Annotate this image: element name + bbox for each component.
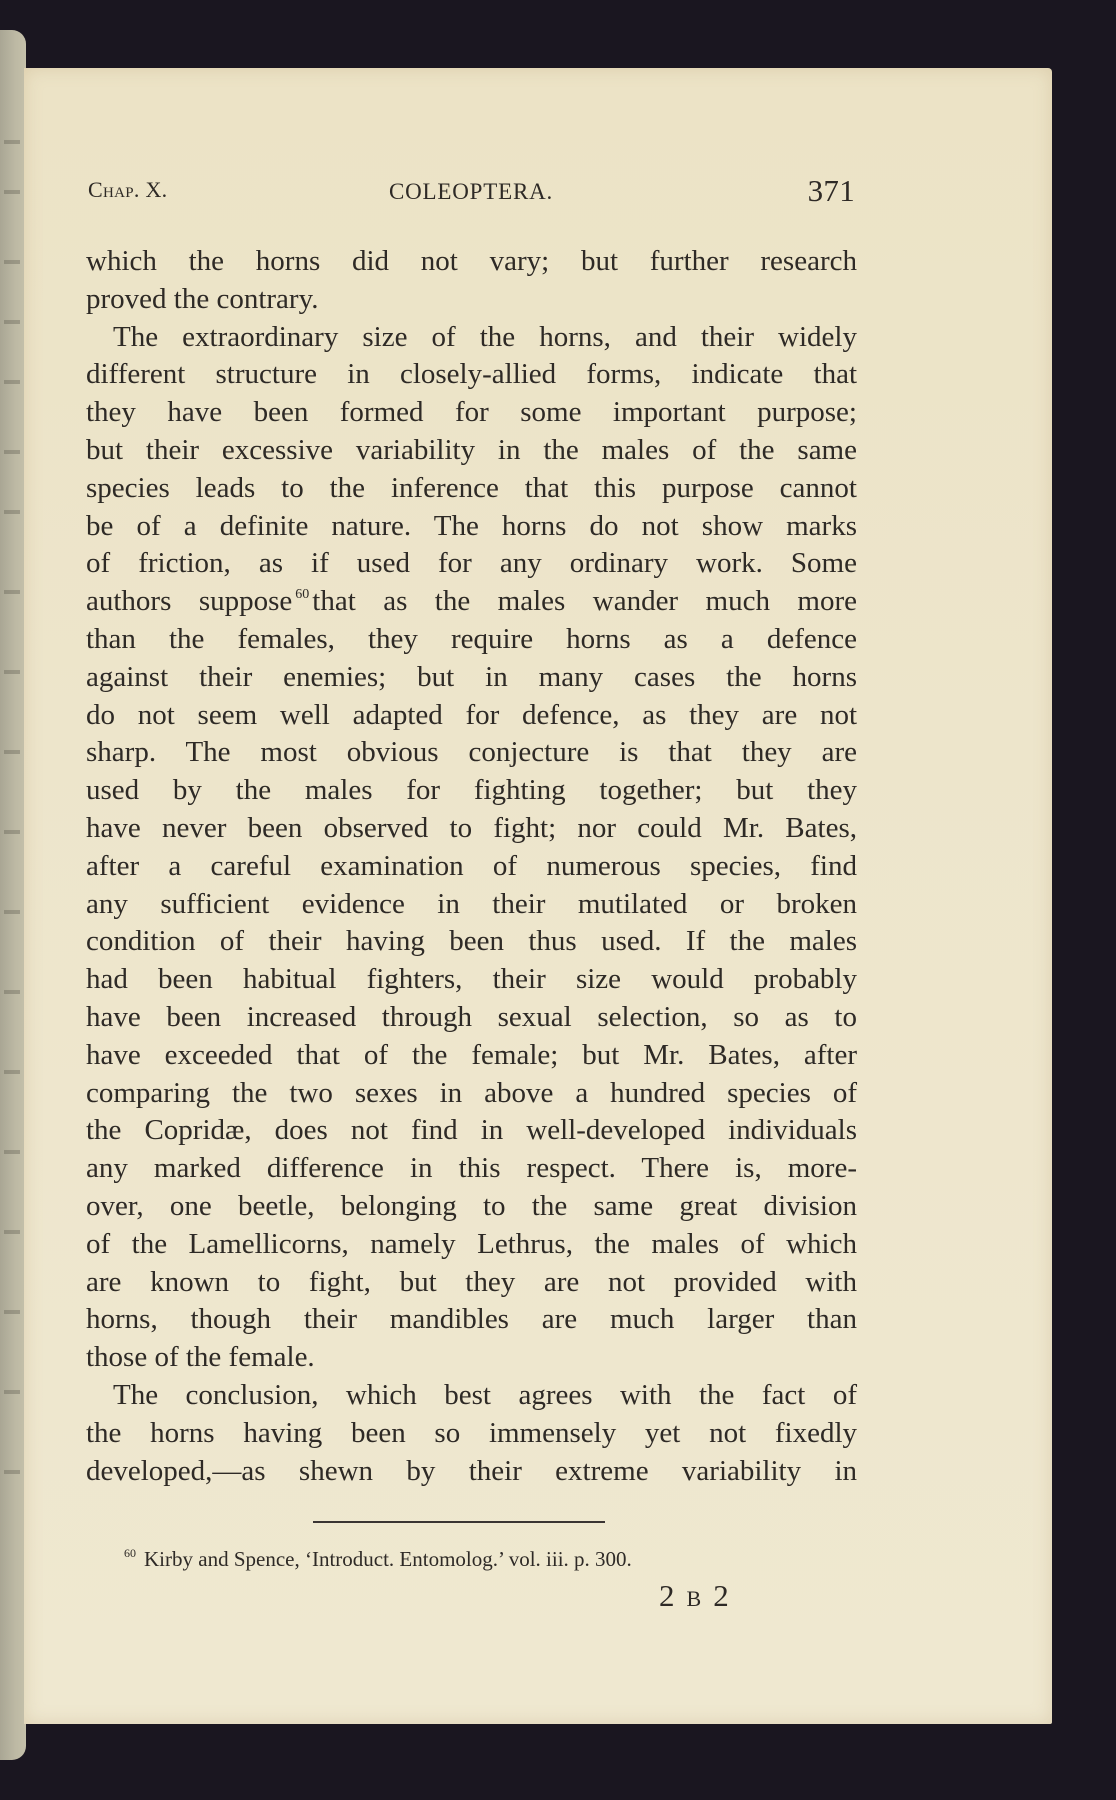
text-line: used by the males for fighting together; but they — [86, 774, 857, 807]
text-line: species leads to the inference that this purpose cannot — [86, 471, 857, 504]
running-head — [86, 173, 857, 211]
text-line: different structure in closely-allied forms, indicate that — [86, 358, 857, 391]
section-title: COLEOPTERA. — [389, 179, 554, 204]
text-line: developed,—as shewn by their extreme variability in — [86, 1454, 857, 1487]
text-line: have never been observed to fight; nor could Mr. Bates, — [86, 811, 857, 844]
text-line: of the Lamellicorns, namely Lethrus, the males of which — [86, 1227, 857, 1260]
text-line: over, one beetle, belonging to the same great division — [86, 1189, 857, 1222]
text-line — [86, 583, 857, 621]
signature-left: 2 — [659, 1578, 677, 1613]
signature-right: 2 — [713, 1578, 731, 1613]
text-line: have been increased through sexual selection, so as to — [86, 1000, 857, 1033]
footnote-reference: 60 — [295, 587, 310, 603]
text-line: are known to fight, but they are not provided with — [86, 1265, 857, 1298]
text-line: had been habitual fighters, their size would probably — [86, 963, 857, 996]
text-line: the Copridæ, does not find in well-developed individuals — [86, 1114, 857, 1147]
text-line: but their excessive variability in the males of the same — [86, 433, 857, 466]
text-line: proved the contrary. — [86, 282, 319, 315]
text-line: after a careful examination of numerous species, find — [86, 849, 857, 882]
printer-signature-mark — [659, 1578, 731, 1614]
text-fragment: authors suppose — [86, 585, 293, 618]
footnote-text: Kirby and Spence, ‘Introduct. Entomolog.’ vol. iii. p. 300. — [144, 1547, 632, 1571]
text-line: horns, though their mandibles are much larger than — [86, 1303, 857, 1336]
text-line: The conclusion, which best agrees with the fact of — [113, 1378, 857, 1411]
text-line: have exceeded that of the female; but Mr. Bates, after — [86, 1038, 857, 1071]
text-line: The extraordinary size of the horns, and their widely — [113, 320, 857, 353]
text-line: which the horns did not vary; but further research — [86, 245, 857, 277]
text-line: comparing the two sexes in above a hundred species of — [86, 1076, 857, 1109]
text-line: against their enemies; but in many cases the horns — [86, 660, 857, 693]
chapter-label: Chap. X. — [88, 177, 168, 202]
text-fragment: that as the males wander much more — [312, 585, 857, 618]
text-line: be of a definite nature. The horns do not show marks — [86, 509, 857, 542]
text-line: any marked difference in this respect. There is, more- — [86, 1152, 857, 1185]
text-line: do not seem well adapted for defence, as they are not — [86, 698, 857, 731]
text-line: those of the female. — [86, 1341, 315, 1374]
footnote-number: 60 — [124, 1546, 136, 1560]
text-line: they have been formed for some important purpose; — [86, 396, 857, 429]
text-line: the horns having been so immensely yet not fixedly — [86, 1416, 857, 1449]
adjacent-page-edge — [0, 30, 26, 1760]
text-line: than the females, they require horns as a defence — [86, 622, 857, 655]
signature-middle: B — [686, 1586, 704, 1611]
text-line: any sufficient evidence in their mutilated or broken — [86, 887, 857, 920]
footnote-rule — [313, 1521, 605, 1523]
text-line: sharp. The most obvious conjecture is that they are — [86, 736, 857, 769]
body-text — [86, 243, 857, 1490]
text-line: of friction, as if used for any ordinary work. Some — [86, 547, 857, 580]
page-number: 371 — [807, 173, 855, 208]
footnote — [124, 1546, 632, 1572]
text-line: condition of their having been thus used. If the males — [86, 925, 857, 958]
